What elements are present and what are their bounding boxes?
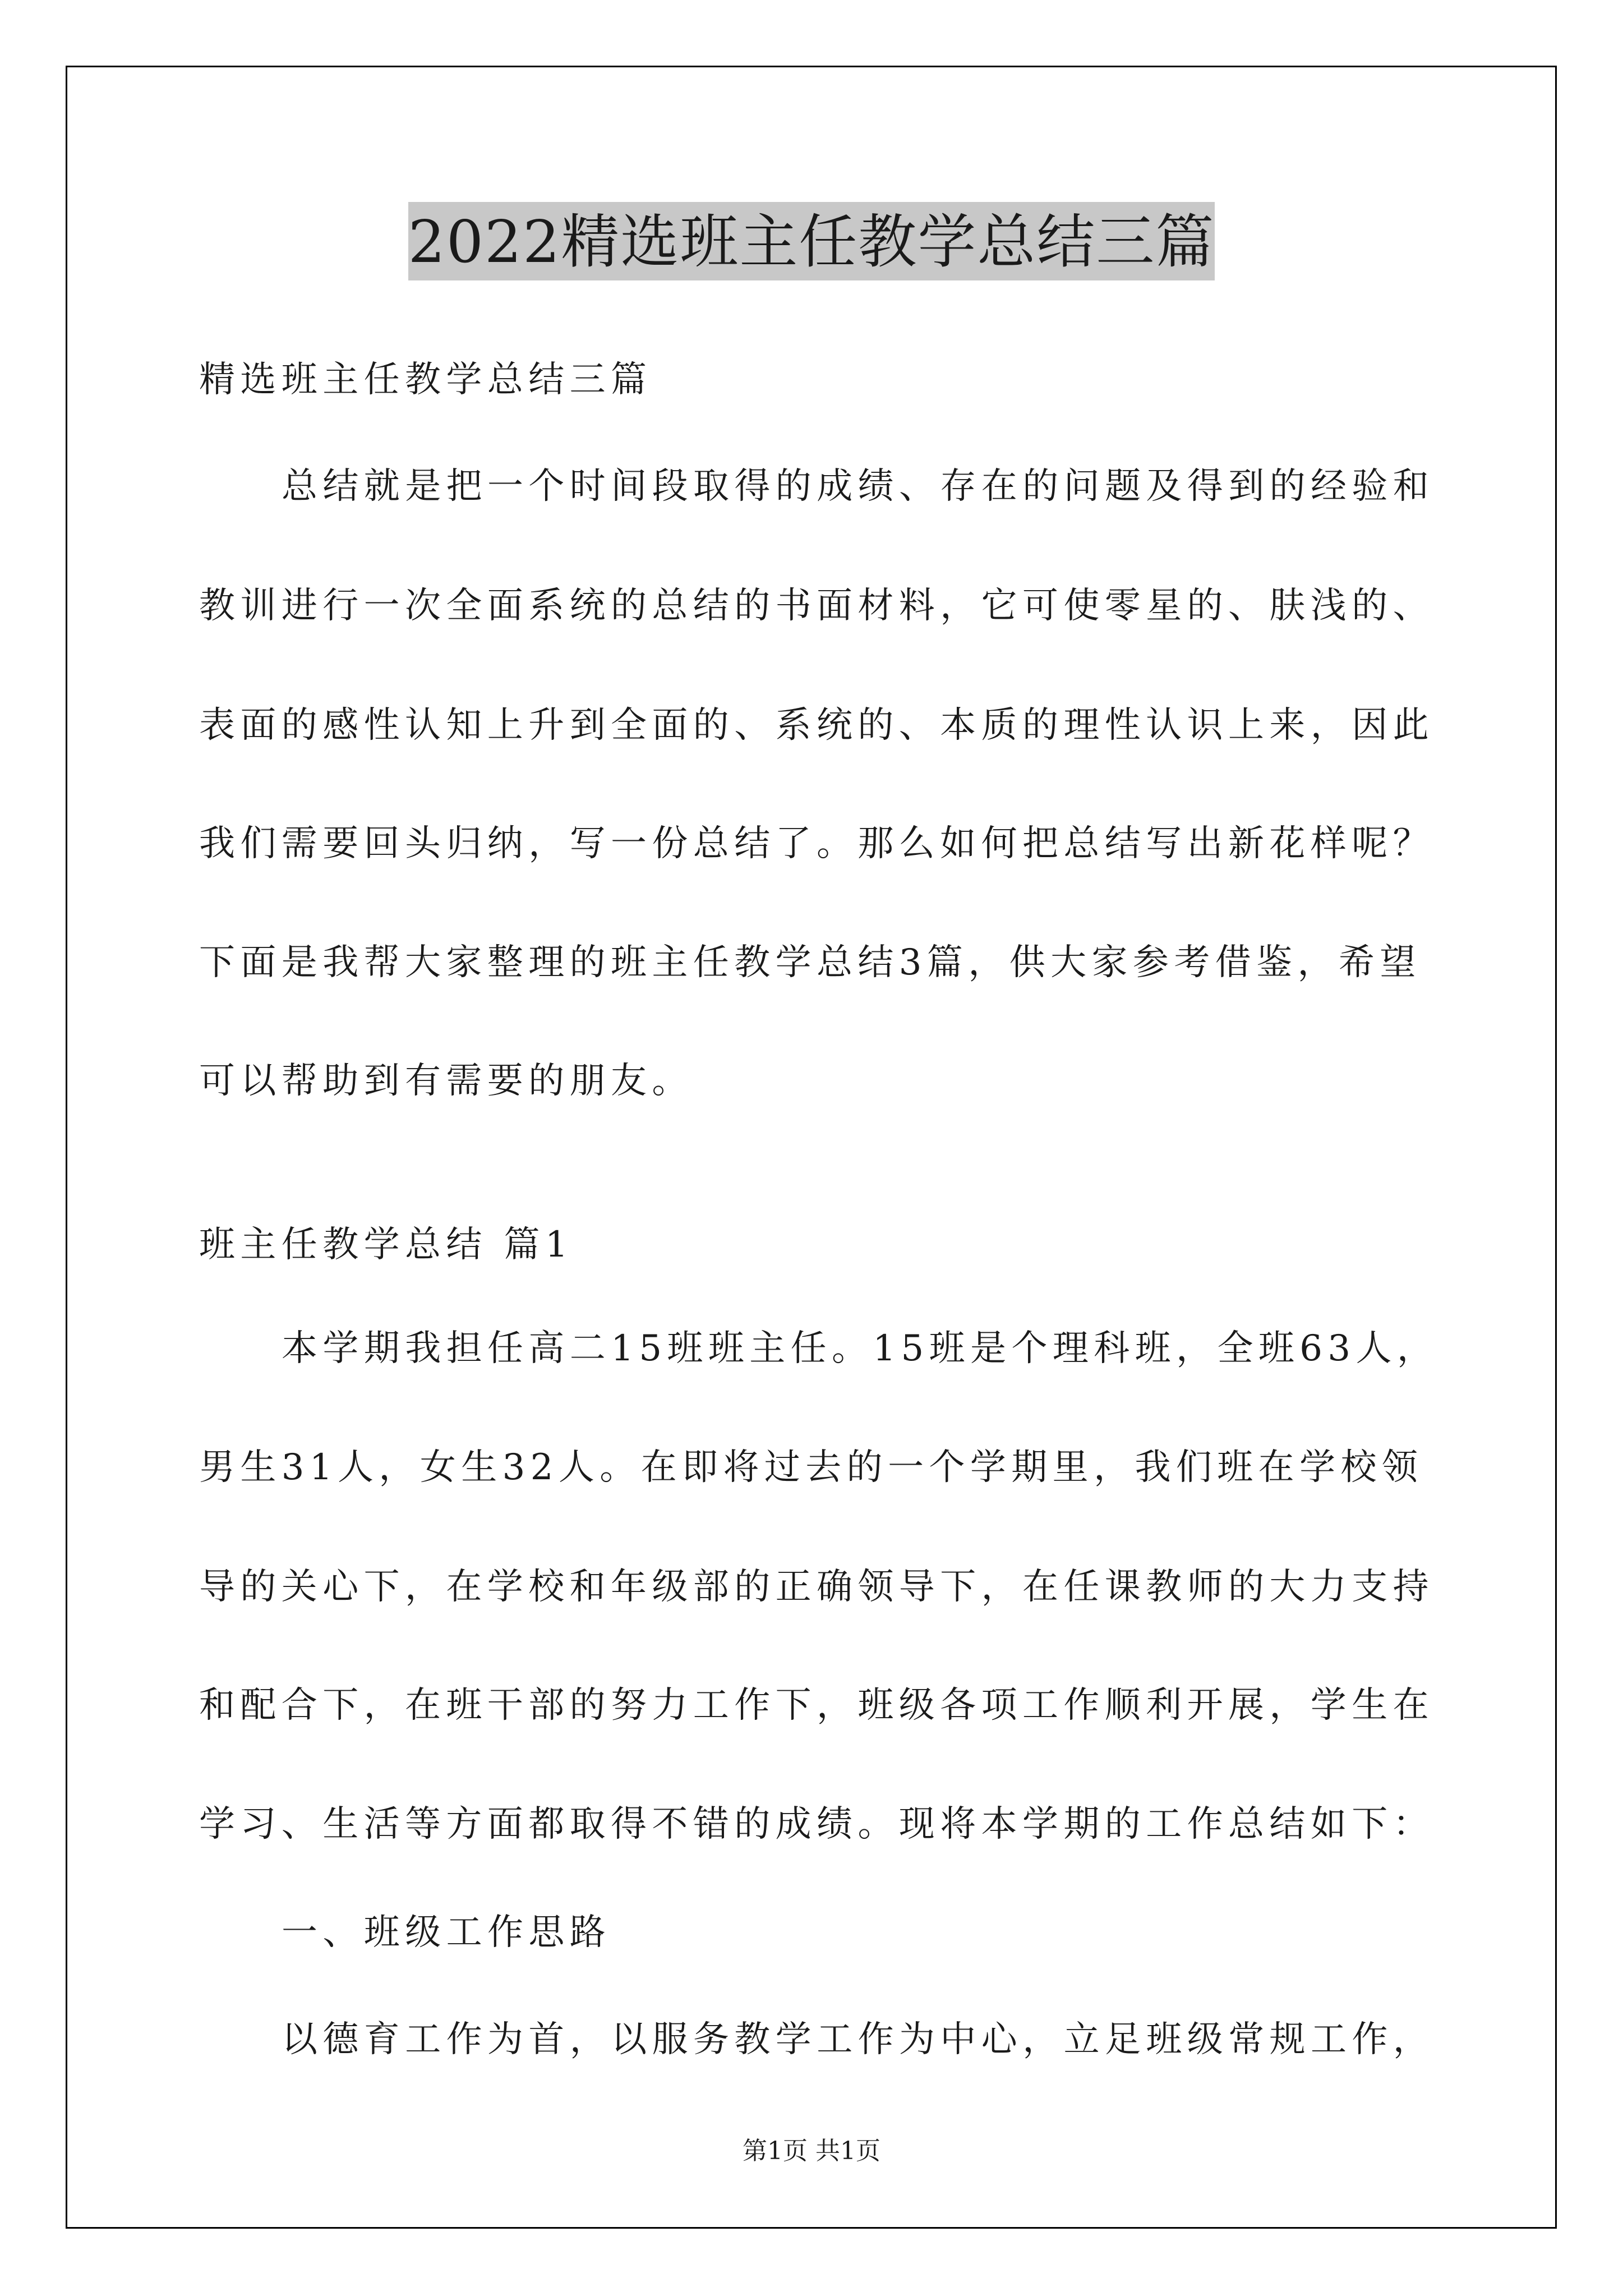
intro-line-2: 教训进行一次全面系统的总结的书面材料，它可使零星的、肤浅的、 [199, 585, 1434, 627]
section-line-4: 和配合下，在班干部的努力工作下，班级各项工作顺利开展，学生在 [199, 1685, 1434, 1726]
document-title: 2022精选班主任教学总结三篇 [408, 202, 1215, 280]
section-line-1: 本学期我担任高二15班班主任。15班是个理科班，全班63人， [282, 1328, 1438, 1369]
body-last-line: 以德育工作为首，以服务教学工作为中心，立足班级常规工作， [282, 2019, 1435, 2060]
subheading: 一、班级工作思路 [282, 1912, 611, 1953]
section-line-3: 导的关心下，在学校和年级部的正确领导下，在任课教师的大力支持 [199, 1566, 1434, 1608]
page-footer: 第1页 共1页 [743, 2137, 880, 2165]
intro-line-3: 表面的感性认知上升到全面的、系统的、本质的理性认识上来，因此 [199, 705, 1434, 746]
intro-line-5: 下面是我帮大家整理的班主任教学总结3篇，供大家参考借鉴，希望 [199, 942, 1421, 983]
intro-line-6: 可以帮助到有需要的朋友。 [199, 1060, 693, 1102]
intro-line-4: 我们需要回头归纳，写一份总结了。那么如何把总结写出新花样呢？ [199, 823, 1434, 864]
section-line-2: 男生31人，女生32人。在即将过去的一个学期里，我们班在学校领 [199, 1447, 1423, 1488]
title-container [0, 202, 1623, 280]
intro-line-1: 总结就是把一个时间段取得的成绩、存在的问题及得到的经验和 [282, 466, 1435, 507]
document-subtitle: 精选班主任教学总结三篇 [199, 359, 652, 401]
section-line-5: 学习、生活等方面都取得不错的成绩。现将本学期的工作总结如下： [199, 1803, 1434, 1845]
section-heading: 班主任教学总结 篇1 [199, 1224, 574, 1266]
